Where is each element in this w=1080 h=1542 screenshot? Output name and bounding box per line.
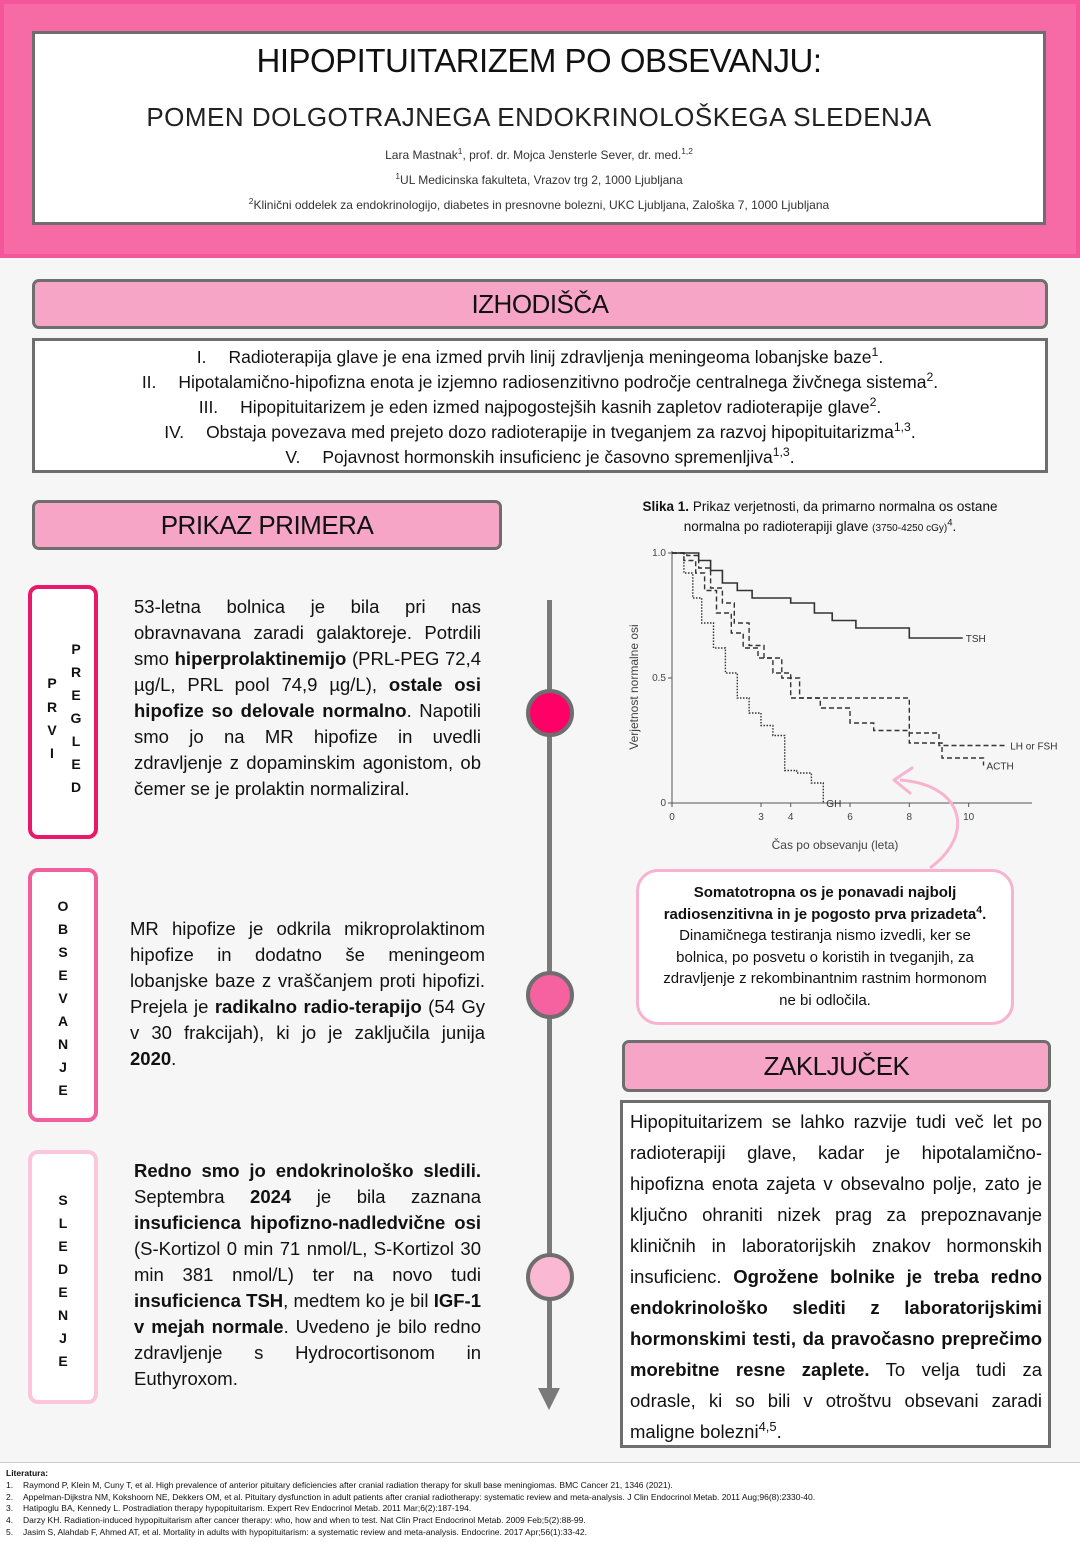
reference-number: 2. xyxy=(6,1491,14,1502)
tag-letter: E xyxy=(58,1284,68,1300)
tag-letter: G xyxy=(70,710,82,726)
figure-caption-small: (3750-4250 cGy) xyxy=(872,523,948,534)
chart-xlabel: Čas po obsevanju (leta) xyxy=(771,838,899,852)
case-text-span: MR hipofize je odkrila mikroprolaktinom hipofize in dodatno še meningeom lobanjske baze z vraščanjem proti hipofizi. Prejela je xyxy=(130,918,485,1017)
pointer-arrow-icon xyxy=(880,760,990,875)
chart-series-tsh xyxy=(672,553,963,638)
authors xyxy=(35,148,1043,162)
affiliation-2-text: Klinični oddelek za endokrinologijo, diabetes in presnovne bolezni, UKC Ljubljana, Zaloška 7, 1000 Ljubljana xyxy=(253,198,830,212)
references xyxy=(0,1462,1080,1542)
reference-number: 4. xyxy=(6,1515,14,1526)
izhodisca-item xyxy=(35,420,1045,445)
case-text-span: (PRL-PEG 72,4 µg/L, PRL pool 74,9 µg/L), xyxy=(134,648,482,695)
figure-caption-end: . xyxy=(952,519,957,534)
note-text: Dinamičnega testiranja nismo izvedli, ker se bolnica, po posvetu o koristih in tveganjih, za zdravljenje z rekombinantnim rastnim hormonom ne bi odločila. xyxy=(663,927,987,1009)
item-end: . xyxy=(910,422,916,442)
chart-series-label: ACTH xyxy=(986,761,1014,773)
references-heading: Literatura: xyxy=(6,1468,49,1478)
affiliation-2 xyxy=(35,198,1043,212)
izhodisca-item xyxy=(35,345,1045,370)
reference-item xyxy=(6,1492,1080,1504)
chart-x-tick-label: 4 xyxy=(787,812,794,823)
note-bold-end: . xyxy=(982,905,987,923)
case-text-span: , medtem ko je bil xyxy=(283,1290,434,1311)
item-number: I. xyxy=(196,347,207,367)
item-sup: 2 xyxy=(926,370,934,385)
reference-text: Raymond P, Klein M, Cuny T, et al. High prevalence of anterior pituitary deficiencies after cranial radiation therapy for skull base meningiomas. BMC Cancer 21, 1346 (2021). xyxy=(23,1479,673,1490)
figure-caption-line-1 xyxy=(600,497,1040,517)
reference-text: Hatipoglu BA, Kennedy L. Postradiation therapy hypopituitarism. Expert Rev Endocrinol Metab. 2011 Mar;6(2):187-194. xyxy=(23,1503,472,1514)
zakljucek-end: . xyxy=(776,1421,782,1442)
tag-sledenje xyxy=(28,1150,98,1404)
reference-text: Appelman-Dijkstra NM, Kokshoorn NE, Dekkers OM, et al. Pituitary dysfunction in adult patients after cranial radiotherapy: systematic review and meta-analysis. J Clin Endocrinol Metab. 2011 Aug;96(8):2330-40. xyxy=(23,1491,816,1502)
case-text-span: . Uvedeno je bilo redno zdravljenje s Hydrocortisonom in Euthyroxom. xyxy=(134,1316,481,1389)
chart-series-label: TSH xyxy=(965,634,986,645)
case-text-span: . Napotili smo jo na MR hipofize in uvedli zdravljenje z dopaminskim agonistom, ob čemer se je prolaktin normaliziral. xyxy=(134,700,481,799)
reference-item xyxy=(6,1480,1080,1492)
tag-letter: A xyxy=(57,1013,69,1029)
reference-text: Jasim S, Alahdab F, Ahmed AT, et al. Mortality in adults with hypopituitarism: a systematic review and meta-analysis. Endocrine. 2017 Apr;56(1):33-42. xyxy=(23,1526,587,1537)
case-text-bold: radikalno radio-terapijo xyxy=(214,996,422,1017)
tag-letter: E xyxy=(58,1238,68,1254)
chart-y-tick-label: 0.5 xyxy=(652,673,666,684)
item-text: Hipopituitarizem je eden izmed najpogostejših kasnih zapletov radioterapije glave xyxy=(240,397,870,417)
tag-letter: B xyxy=(57,921,69,937)
item-sup: 1,3 xyxy=(893,420,911,435)
affiliation-1-text: UL Medicinska fakulteta, Vrazov trg 2, 1000 Ljubljana xyxy=(400,173,683,187)
timeline-arrow-icon xyxy=(538,1388,560,1410)
author-2-sup: 1,2 xyxy=(681,146,693,156)
timeline-dot-2 xyxy=(526,971,574,1019)
tag-letter: P xyxy=(47,675,57,691)
chart-ylabel: Verjetnost normalne osi xyxy=(627,624,641,750)
chart-x-tick-label: 8 xyxy=(906,812,913,823)
tag-letter: N xyxy=(57,1036,69,1052)
case-text-bold: Redno smo jo endokrinološko sledili. xyxy=(134,1160,481,1181)
item-text: Pojavnost hormonskih insuficienc je časovno spremenljiva xyxy=(322,447,773,467)
tag-letter: L xyxy=(58,1215,68,1231)
case-text-span: . xyxy=(171,1048,177,1069)
tag-letter: E xyxy=(58,1082,68,1098)
reference-number: 1. xyxy=(6,1479,14,1490)
tag-letter: D xyxy=(70,779,82,795)
case-text-1 xyxy=(134,594,481,802)
tag-letter: P xyxy=(71,641,81,657)
chart-x-tick-label: 0 xyxy=(669,812,675,823)
figure-caption-sup: 4 xyxy=(947,517,953,529)
tag-letter: R xyxy=(46,699,58,715)
timeline-dot-1 xyxy=(526,689,574,737)
chart-series-label: GH xyxy=(826,799,842,810)
zakljucek-sup: 4,5 xyxy=(758,1418,777,1434)
case-text-bold: 2024 xyxy=(250,1186,292,1207)
tag-letter: V xyxy=(58,990,68,1006)
zakljucek-span: Hipopituitarizem se lahko razvije tudi več let po radioterapiji glave, kadar je hipotalamično-hipofizna enota zajeta v obsevalno polje, zato je ključno ohraniti nizek prag za prepoznavanje kliničnih in laboratorijskih znakov hormonskih insuficienc. xyxy=(630,1111,1042,1287)
case-text-span: Septembra xyxy=(134,1186,251,1207)
chart-y-tick-label: 0 xyxy=(660,798,666,809)
case-text-2 xyxy=(130,916,485,1072)
figure-caption-text-2: normalna po radioterapiji glave xyxy=(683,519,873,534)
case-text-span: (S-Kortizol 0 min 71 nmol/L, S-Kortizol 30 min 381 nmol/L) ter na novo tudi xyxy=(134,1238,481,1285)
chart-series-label: LH or FSH xyxy=(1010,741,1058,753)
item-number: V. xyxy=(285,447,301,467)
izhodisca-item xyxy=(35,445,1045,470)
item-number: III. xyxy=(198,397,219,417)
tag-letter: S xyxy=(58,1192,68,1208)
zakljucek-text xyxy=(623,1103,1048,1447)
figure-caption xyxy=(600,497,1040,539)
note-bold: Somatotropna os je ponavadi najbolj radiosenzitivna in je pogosto prva prizadeta xyxy=(663,884,977,923)
note-box xyxy=(636,869,1014,1025)
item-end: . xyxy=(789,447,795,467)
izhodisca-item xyxy=(35,370,1045,395)
tag-letter: S xyxy=(58,944,68,960)
reference-item xyxy=(6,1527,1080,1539)
reference-item xyxy=(6,1515,1080,1527)
tag-letter: O xyxy=(57,898,69,914)
izhodisca-item xyxy=(35,395,1045,420)
item-text: Radioterapija glave je ena izmed prvih linij zdravljenja meningeoma lobanjske baze xyxy=(228,347,872,367)
case-text-bold: hiperprolaktinemijo xyxy=(174,648,347,669)
case-text-bold: 2020 xyxy=(130,1048,172,1069)
chart-x-tick-label: 6 xyxy=(847,812,853,823)
tag-letter: E xyxy=(71,756,81,772)
item-text: Obstaja povezava med prejeto dozo radioterapije in tveganjem za razvoj hipopituitarizma xyxy=(206,422,894,442)
affiliation-1 xyxy=(35,173,1043,187)
tag-letter: N xyxy=(57,1307,69,1323)
item-sup: 1,3 xyxy=(772,445,790,460)
reference-item xyxy=(6,1503,1080,1515)
figure-caption-bold: Slika 1. xyxy=(642,499,690,514)
izhodisca-box xyxy=(32,338,1048,473)
zakljucek-span: To velja tudi za odrasle, ki so bili v otroštvu obsevani zaradi maligne bolezni xyxy=(630,1359,1042,1442)
header-box xyxy=(32,31,1046,225)
figure-caption-text: Prikaz verjetnosti, da primarno normalna os ostane xyxy=(689,499,998,514)
zakljucek-box xyxy=(620,1100,1051,1448)
item-number: II. xyxy=(141,372,157,392)
poster-title: HIPOPITUITARIZEM PO OBSEVANJU: xyxy=(256,42,822,79)
case-text-bold: IGF-1 v mejah normale xyxy=(134,1290,481,1337)
item-end: . xyxy=(933,372,939,392)
izhodisca-heading: IZHODIŠČA xyxy=(32,279,1048,329)
reference-number: 3. xyxy=(6,1503,14,1514)
izhodisca-list xyxy=(35,341,1045,470)
case-text-span: je bila zaznana xyxy=(291,1186,481,1207)
author-2: , prof. dr. Mojca Jensterle Sever, dr. med. xyxy=(462,148,682,162)
case-text-bold: ostale osi hipofize so delovale normalno xyxy=(134,674,481,721)
affiliation-2-sup: 2 xyxy=(248,196,254,206)
case-text-span: (54 Gy v 30 frakcijah), ki jo je zaključila junija xyxy=(130,996,485,1043)
zakljucek-bold: Ogrožene bolnike je treba redno endokrinološko slediti z laboratorijskimi hormonskimi testi, da pravočasno preprečimo morebitne resne zaplete. xyxy=(630,1266,1042,1380)
poster-subtitle: POMEN DOLGOTRAJNEGA ENDOKRINOLOŠKEGA SLEDENJA xyxy=(146,102,932,132)
case-text-bold: insuficienca hipofizno-nadledvične osi xyxy=(134,1212,481,1233)
tag-letter: E xyxy=(58,1353,68,1369)
figure-caption-line-2 xyxy=(600,517,1040,539)
case-text-span: 53-letna bolnica je bila pri nas obravnavana zaradi galaktoreje. Potrdili smo xyxy=(134,596,481,669)
tag-letter: I xyxy=(50,745,54,761)
note-sup: 4 xyxy=(976,903,983,916)
zakljucek-heading: ZAKLJUČEK xyxy=(622,1040,1051,1092)
chart-x-tick-label: 10 xyxy=(963,812,975,823)
item-sup: 2 xyxy=(869,395,877,410)
reference-number: 5. xyxy=(6,1526,14,1537)
tag-prvi-pregled xyxy=(28,585,98,839)
tag-letter: D xyxy=(57,1261,69,1277)
reference-text: Darzy KH. Radiation-induced hypopituitarism after cancer therapy: who, how and when to test. Nat Clin Pract Endocrinol Metab. 2009 Feb;5(2):88-99. xyxy=(23,1515,586,1526)
tag-obsevanje xyxy=(28,868,98,1122)
item-text: Hipotalamično-hipofizna enota je izjemno radiosenzitivno področje centralnega živčnega sistema xyxy=(178,372,927,392)
item-end: . xyxy=(878,347,884,367)
tag-letter: L xyxy=(71,733,81,749)
item-sup: 1 xyxy=(871,345,879,360)
tag-letter: J xyxy=(59,1330,67,1346)
chart-y-tick-label: 1.0 xyxy=(652,548,666,559)
item-end: . xyxy=(876,397,882,417)
prikaz-heading: PRIKAZ PRIMERA xyxy=(32,500,502,550)
case-text-3 xyxy=(134,1158,481,1392)
chart-x-tick-label: 3 xyxy=(758,812,764,823)
tag-letter: E xyxy=(58,967,68,983)
tag-letter: V xyxy=(47,722,57,738)
item-number: IV. xyxy=(164,422,185,442)
case-text-bold: insuficienca TSH xyxy=(134,1290,284,1311)
tag-letter: J xyxy=(59,1059,67,1075)
chart-series-group xyxy=(672,553,1057,810)
author-1: Lara Mastnak xyxy=(385,148,458,162)
timeline-dot-3 xyxy=(526,1253,574,1301)
tag-letter: R xyxy=(70,664,82,680)
tag-letter: E xyxy=(71,687,81,703)
affiliation-1-sup: 1 xyxy=(395,171,401,181)
author-1-sup: 1 xyxy=(457,146,463,156)
